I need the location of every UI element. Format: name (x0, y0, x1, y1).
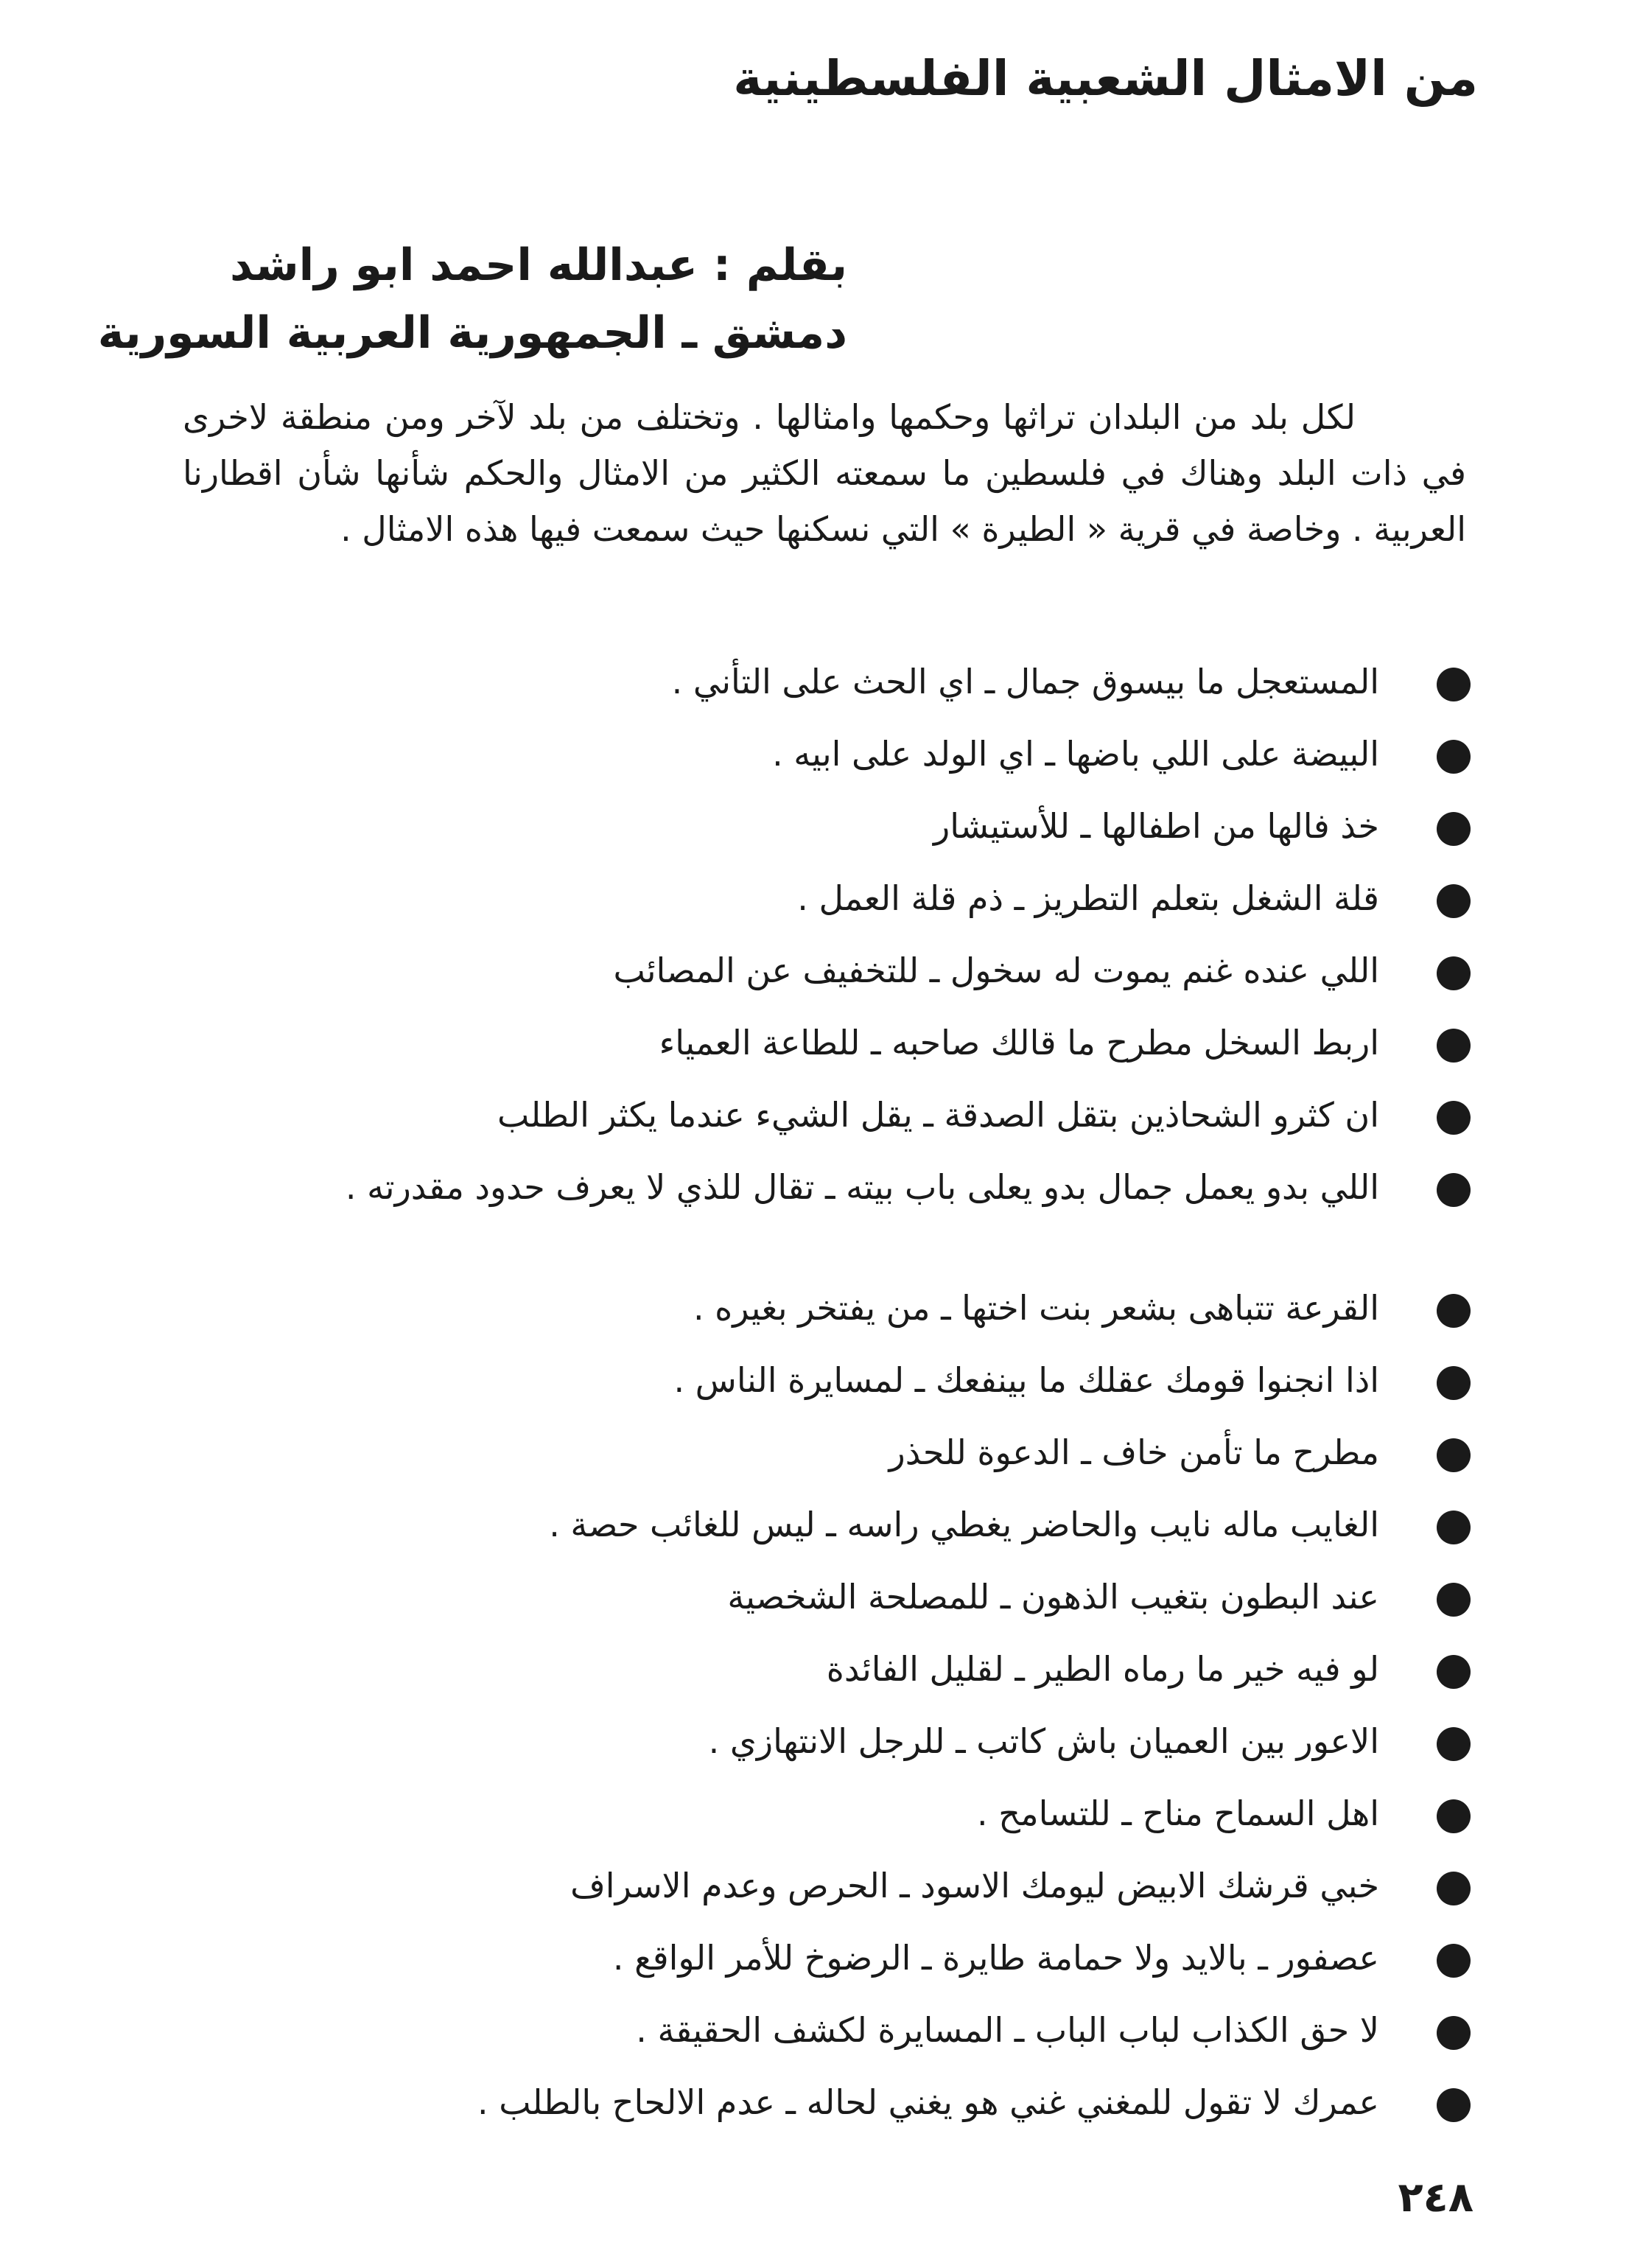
proverb-text: عصفور ـ بالايد ولا حمامة طايرة ـ الرضوخ للأمر الواقع . (612, 1938, 1379, 1978)
bullet-icon (1437, 1727, 1471, 1761)
proverb-item (174, 802, 1471, 874)
proverb-item (174, 1717, 1471, 1789)
author-line: بقلم : عبدالله احمد ابو راشد (230, 239, 847, 291)
proverb-text: قلة الشغل بتعلم التطريز ـ ذم قلة العمل . (797, 878, 1379, 918)
proverb-text: عمرك لا تقول للمغني غني هو يغني لحاله ـ عدم الالحاح بالطلب . (477, 2082, 1379, 2122)
proverb-item (174, 1163, 1471, 1284)
proverb-text: اللي عنده غنم يموت له سخول ـ للتخفيف عن المصائب (613, 951, 1379, 990)
bullet-icon (1437, 1173, 1471, 1207)
proverb-item (174, 1356, 1471, 1428)
proverb-item (174, 1428, 1471, 1500)
proverb-item (174, 1645, 1471, 1717)
proverb-text: لو فيه خير ما رماه الطير ـ لقليل الفائدة (826, 1649, 1379, 1689)
bullet-icon (1437, 1799, 1471, 1833)
bullet-icon (1437, 884, 1471, 918)
proverb-text: اللي بدو يعمل جمال بدو يعلى باب بيته ـ تقال للذي لا يعرف حدود مقدرته . (345, 1167, 1379, 1207)
location-line: دمشق ـ الجمهورية العربية السورية (97, 307, 847, 359)
proverb-item (174, 1572, 1471, 1645)
bullet-icon (1437, 956, 1471, 990)
proverb-text: عند البطون بتغيب الذهون ـ للمصلحة الشخصية (727, 1577, 1379, 1617)
intro-text: لكل بلد من البلدان تراثها وحكمها وامثالها . وتختلف من بلد لآخر ومن منطقة لاخرى في ذات البلد وهناك في فلسطين ما سمعته الكثير من الامثال والحكم شأنها شأن اقطارنا العربية . وخاصة في قرية « الطيرة » التي نسكنها حيث سمعت فيها هذه الامثال . (183, 397, 1466, 549)
proverb-text: مطرح ما تأمن خاف ـ الدعوة للحذر (889, 1432, 1379, 1472)
proverb-item (174, 1091, 1471, 1163)
proverb-item (174, 1500, 1471, 1572)
bullet-icon (1437, 2088, 1471, 2122)
proverb-text: اذا انجنوا قومك عقلك ما بينفعك ـ لمسايرة الناس . (673, 1360, 1379, 1400)
proverb-item (174, 1789, 1471, 1861)
page-number: ٢٤٨ (1398, 2174, 1473, 2222)
bullet-icon (1437, 1944, 1471, 1978)
proverb-text: اهل السماح مناح ـ للتسامح . (977, 1793, 1379, 1833)
proverb-text: القرعة تتباهى بشعر بنت اختها ـ من يفتخر بغيره . (693, 1288, 1379, 1328)
proverb-item (174, 874, 1471, 946)
proverb-text: المستعجل ما بيسوق جمال ـ اي الحث على التأني . (671, 662, 1379, 701)
bullet-icon (1437, 1511, 1471, 1544)
proverb-text: اربط السخل مطرح ما قالك صاحبه ـ للطاعة العمياء (659, 1023, 1379, 1063)
bullet-icon (1437, 668, 1471, 701)
proverb-item (174, 2006, 1471, 2078)
bullet-icon (1437, 1366, 1471, 1400)
proverb-text: خبي قرشك الابيض ليومك الاسود ـ الحرص وعدم الاسراف (570, 1866, 1379, 1905)
intro-paragraph (183, 389, 1466, 557)
proverb-text: ان كثرو الشحاذين بتقل الصدقة ـ يقل الشيء عندما يكثر الطلب (497, 1095, 1379, 1135)
proverb-text: الغايب ماله نايب والحاضر يغطي راسه ـ ليس للغائب حصة . (549, 1505, 1379, 1544)
bullet-icon (1437, 1583, 1471, 1617)
proverb-item (174, 946, 1471, 1018)
proverb-item (174, 1284, 1471, 1356)
proverb-item (174, 657, 1471, 729)
proverb-text: لا حق الكذاب لباب الباب ـ المسايرة لكشف الحقيقة . (636, 2010, 1379, 2050)
bullet-icon (1437, 740, 1471, 774)
proverb-text: البيضة على اللي باضها ـ اي الولد على ابيه . (772, 734, 1379, 774)
proverb-item (174, 729, 1471, 802)
bullet-icon (1437, 1655, 1471, 1689)
proverb-item (174, 1933, 1471, 2006)
proverb-item (174, 1018, 1471, 1091)
proverb-item (174, 2078, 1471, 2150)
bullet-icon (1437, 2016, 1471, 2050)
bullet-icon (1437, 1029, 1471, 1063)
proverb-list (174, 657, 1471, 2150)
proverb-item (174, 1861, 1471, 1933)
bullet-icon (1437, 1101, 1471, 1135)
bullet-icon (1437, 1294, 1471, 1328)
running-header: من الامثال الشعبية الفلسطينية (733, 50, 1478, 107)
bullet-icon (1437, 1872, 1471, 1905)
proverb-text: خذ فالها من اطفالها ـ للأستيشار (933, 806, 1379, 846)
bullet-icon (1437, 1438, 1471, 1472)
proverb-text: الاعور بين العميان باش كاتب ـ للرجل الانتهازي . (708, 1721, 1379, 1761)
bullet-icon (1437, 812, 1471, 846)
